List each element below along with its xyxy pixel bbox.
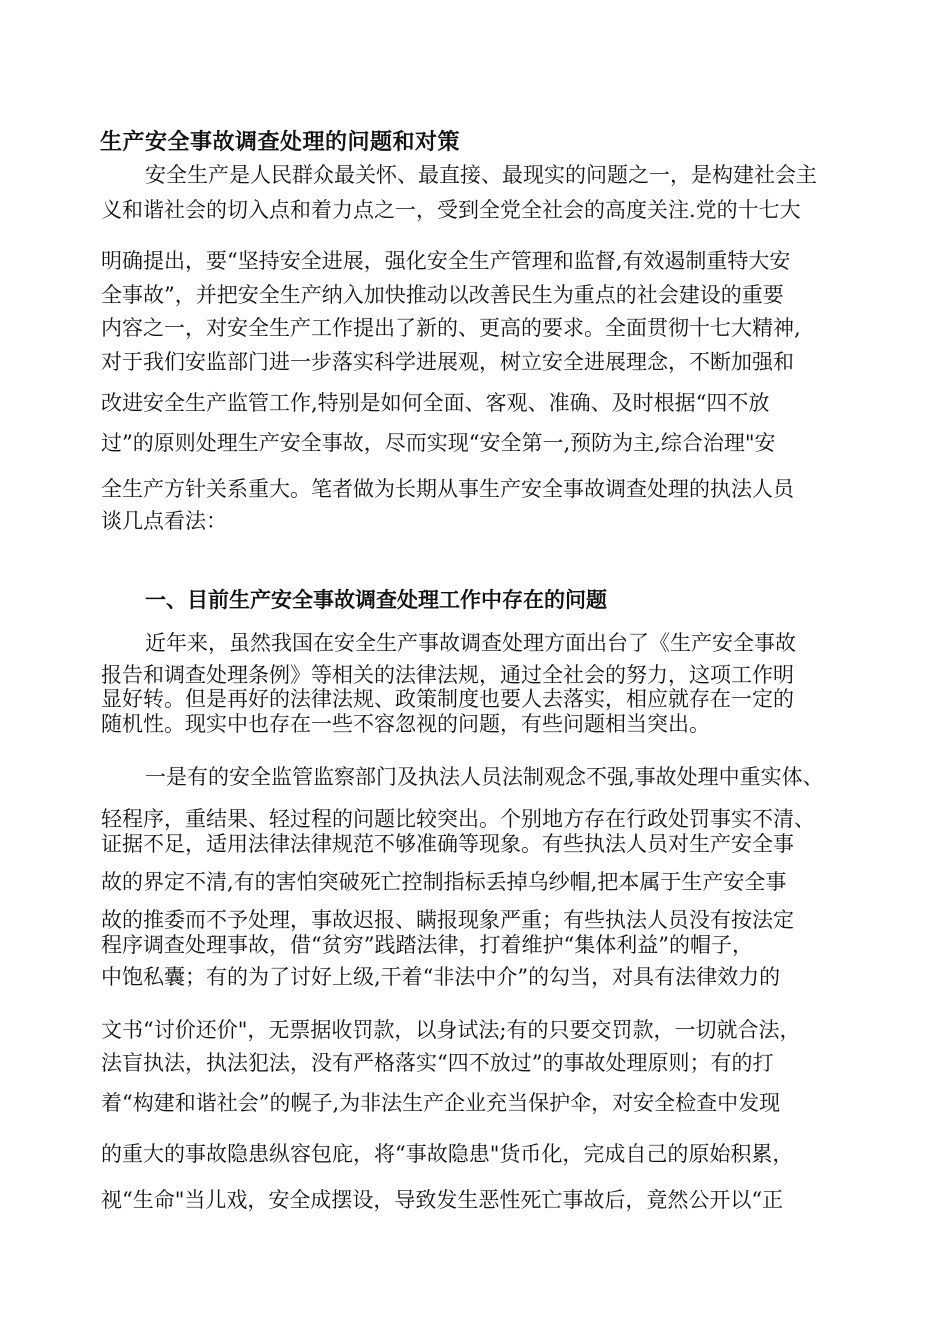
para1-line: 显好转。但是再好的法律法规、政策制度也要人去落实，相应就存在一定的 — [101, 687, 794, 711]
intro-line: 谈几点看法： — [101, 509, 227, 533]
para1-line: 近年来，虽然我国在安全生产事故调查处理方面出台了《生产安全事故 — [145, 631, 796, 655]
para2-line: 着“构建和谐社会”的幌子,为非法生产企业充当保护伞，对安全检查中发现 — [101, 1091, 781, 1115]
para2-line: 故的推委而不予处理，事故迟报、瞒报现象严重；有些执法人员没有按法定 — [101, 908, 794, 932]
para2-line: 法盲执法，执法犯法，没有严格落实“四不放过”的事故处理原则；有的打 — [101, 1051, 774, 1075]
intro-line: 对于我们安监部门进一步落实科学进展观，树立安全进展理念，不断加强和 — [101, 350, 794, 374]
intro-line: 义和谐社会的切入点和着力点之一，受到全党全社会的高度关注.党的十七大 — [101, 198, 801, 222]
intro-line: 过”的原则处理生产安全事故，尽而实现“安全第一,预防为主,综合治理"安 — [101, 431, 776, 455]
para2-line: 故的界定不清,有的害怕突破死亡控制指标丢掉乌纱帽,把本属于生产安全事 — [101, 870, 787, 894]
intro-line: 改进安全生产监管工作,特别是如何全面、客观、准确、及时根据“四不放 — [101, 391, 770, 415]
para1-line: 报告和调查处理条例》等相关的法律法规，通过全社会的努力，这项工作明 — [101, 663, 794, 687]
intro-line: 安全生产是人民群众最关怀、最直接、最现实的问题之一，是构建社会主 — [145, 163, 817, 187]
para2-line: 程序调查处理事故，借“贫穷”践踏法律，打着维护“集体利益”的帽子， — [101, 933, 753, 957]
para2-line: 轻程序，重结果、轻过程的问题比较突出。个别地方存在行政处罚事实不清、 — [101, 807, 815, 831]
para2-line: 文书“讨价还价"，无票据收罚款，以身试法;有的只要交罚款，一切就合法， — [101, 1018, 801, 1042]
para2-line: 视“生命"当儿戏，安全成摆设，导致发生恶性死亡事故后，竟然公开以“正 — [101, 1188, 784, 1212]
para2-line: 中饱私囊；有的为了讨好上级,干着“非法中介”的勾当，对具有法律效力的 — [101, 965, 781, 989]
para2-line: 证据不足，适用法律法律规范不够准确等现象。有些执法人员对生产安全事 — [101, 832, 794, 856]
para2-line: 的重大的事故隐患纵容包庇，将“事故隐患"货币化，完成自己的原始积累， — [101, 1142, 794, 1166]
intro-line: 内容之一，对安全生产工作提出了新的、更高的要求。全面贯彻十七大精神, — [101, 316, 801, 340]
intro-line: 明确提出，要“坚持安全进展，强化安全生产管理和监督,有效遏制重特大安 — [101, 249, 791, 273]
document-title: 生产安全事故调查处理的问题和对策 — [100, 129, 461, 155]
intro-line: 全事故”，并把安全生产纳入加快推动以改善民生为重点的社会建设的重要 — [101, 283, 784, 307]
intro-line: 全生产方针关系重大。笔者做为长期从事生产安全事故调查处理的执法人员 — [101, 477, 794, 501]
section-heading: 一、目前生产安全事故调查处理工作中存在的问题 — [145, 587, 607, 612]
para1-line: 随机性。现实中也存在一些不容忽视的问题，有些问题相当突出。 — [101, 712, 710, 736]
para2-line: 一是有的安全监管监察部门及执法人员法制观念不强,事故处理中重实体、 — [145, 765, 824, 789]
